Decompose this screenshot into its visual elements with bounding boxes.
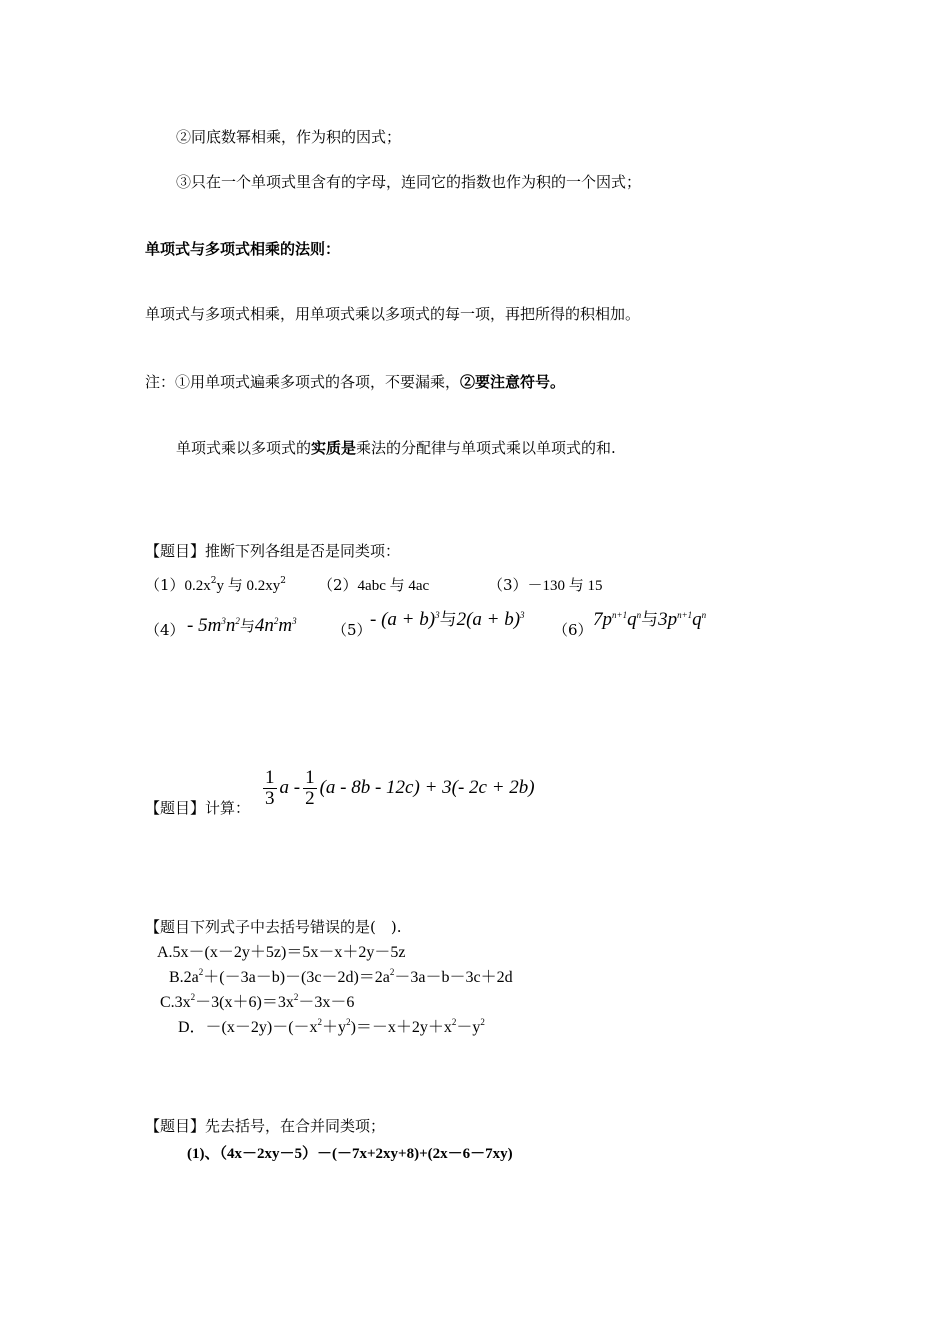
d-2: ＋y <box>322 1019 347 1036</box>
d-4: －y <box>456 1019 481 1036</box>
c-s2: 2 <box>293 992 299 1002</box>
essence-pre: 单项式乘以多项式的 <box>176 439 312 457</box>
essence-bold: 实质是 <box>311 439 357 457</box>
i6-a: 7p <box>593 609 612 630</box>
b-1: B.2a <box>169 969 199 986</box>
essence-post: 乘法的分配律与单项式乘以单项式的和. <box>356 439 616 457</box>
fraction-one-half <box>303 768 317 809</box>
c-3: －3x－6 <box>298 994 355 1011</box>
i4-b: 4n <box>254 615 274 636</box>
c-s1: 2 <box>190 992 196 1002</box>
q1-i1-label: （1） <box>145 576 185 594</box>
q1-item-5-expr <box>370 610 525 630</box>
fraction-one-third <box>263 768 277 809</box>
i6-e3: n+1 <box>677 610 693 620</box>
q4-title: 【题目】先去括号，在合并同类项； <box>145 1117 386 1135</box>
q1-i2-label: （2） <box>318 576 358 594</box>
q3-option-a: A.5x－(x－2y＋5z)＝5x－x＋2y－5z <box>157 944 406 961</box>
q1-item-1 <box>145 575 286 596</box>
f2-num: 1 <box>305 767 315 789</box>
law-statement: 单项式与多项式相乘，用单项式乘以多项式的每一项，再把所得的积相加。 <box>145 305 641 323</box>
f2-den: 2 <box>305 788 315 810</box>
q1-item-5-label: （5） <box>332 621 372 639</box>
q1-item-3 <box>488 575 603 596</box>
b-2: ＋(－3a－b)－(3c－2d)＝2a <box>203 969 390 986</box>
q1-i1-b-exp: 2 <box>280 576 287 586</box>
b-s2: 2 <box>389 967 395 977</box>
d-s2: 2 <box>346 1017 351 1027</box>
i6-e2: n <box>636 610 642 620</box>
i6-mid: 与 <box>641 610 659 629</box>
i4-e3: 2 <box>273 616 279 626</box>
b-s1: 2 <box>198 967 204 977</box>
q1-i1-b: y 与 0.2xy <box>216 578 281 594</box>
i5-b: 2(a + b) <box>456 609 521 630</box>
i6-q2: q <box>692 609 702 630</box>
i5-a: - (a + b) <box>370 609 436 630</box>
q1-item-6-label: （6） <box>553 621 593 639</box>
q3-option-d <box>178 1018 485 1038</box>
c-2: －3(x＋6)＝3x <box>195 994 294 1011</box>
i4-m: m <box>278 615 293 636</box>
q2-expression <box>260 766 535 810</box>
q3-option-c <box>160 993 354 1013</box>
d-3: )＝－x＋2y＋x <box>350 1019 452 1036</box>
q1-i1-a: 0.2x <box>184 578 211 594</box>
d-s3: 2 <box>451 1017 457 1027</box>
i6-b: 3p <box>658 609 678 630</box>
q1-i3-text: －130 与 15 <box>527 578 603 594</box>
q1-i1-a-exp: 2 <box>210 576 217 586</box>
law-note <box>145 372 565 392</box>
f1-num: 1 <box>265 767 275 789</box>
note-bold: ②要注意符号。 <box>460 373 566 391</box>
law-essence <box>176 438 616 458</box>
i5-e2: 3 <box>520 610 525 620</box>
rule-3: ③只在一个单项式里含有的字母，连同它的指数也作为积的一个因式； <box>176 173 642 191</box>
b-3: －3a－b－3c＋2d <box>394 969 513 986</box>
q2-rest: (a - 8b - 12c) + 3(- 2c + 2b) <box>319 777 535 798</box>
q3-title: 【题目下列式子中去括号错误的是( ). <box>145 918 402 936</box>
after-f1: a - <box>279 777 301 798</box>
q1-i2-text: 4abc 与 4ac <box>357 578 430 594</box>
q2-title: 【题目】计算： <box>145 799 251 817</box>
i6-e1: n+1 <box>612 610 628 620</box>
i6-q: q <box>627 609 637 630</box>
i4-mid: 与 <box>239 619 255 635</box>
d-1: D．－(x－2y)－(－x <box>178 1019 318 1036</box>
d-s4: 2 <box>480 1017 485 1027</box>
c-1: C.3x <box>160 994 191 1011</box>
q1-item-4-label: （4） <box>145 621 185 639</box>
i4-e2: 2 <box>235 616 240 626</box>
i4-e1: 3 <box>221 616 226 626</box>
i5-mid: 与 <box>439 610 457 629</box>
q1-item-4-expr <box>187 616 297 637</box>
d-s1: 2 <box>317 1017 323 1027</box>
i4-e4: 3 <box>292 616 297 626</box>
q1-i3-label: （3） <box>488 576 528 594</box>
rule-2: ②同底数幂相乘，作为积的因式； <box>176 128 402 146</box>
i4-n: n <box>225 615 236 636</box>
q4-item-1: (1)、（4x－2xy－5）－(－7x+2xy+8)+(2x－6－7xy) <box>187 1146 513 1162</box>
q1-item-6-expr <box>593 610 706 630</box>
i6-e4: n <box>701 610 707 620</box>
f1-den: 3 <box>265 788 275 810</box>
q1-item-2 <box>318 575 429 596</box>
i4-a: - 5m <box>187 615 222 636</box>
note-text: 注：①用单项式遍乘多项式的各项，不要漏乘， <box>145 373 461 391</box>
law-heading: 单项式与多项式相乘的法则： <box>145 240 341 258</box>
q1-title: 【题目】推断下列各组是否是同类项： <box>145 542 401 560</box>
q3-option-b <box>169 968 513 988</box>
i5-e1: 3 <box>435 610 440 620</box>
